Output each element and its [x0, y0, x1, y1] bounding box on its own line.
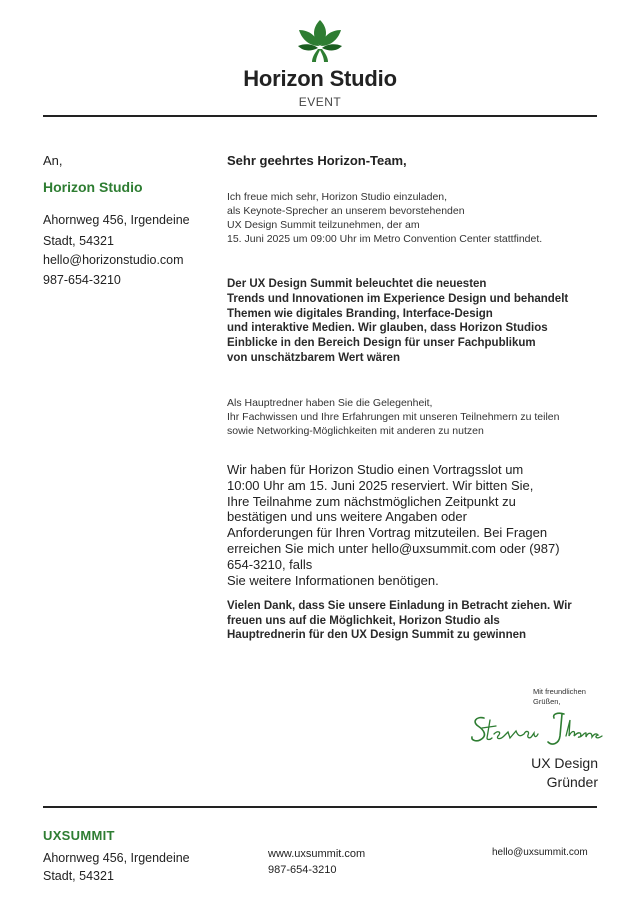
letter-paragraph: Ich freue mich sehr, Horizon Studio einzuladen, als Keynote-Sprecher an unserem bevorstehenden UX Design Summit teilzunehmen, der am 15. Juni 2025 um 09:00 Uhr im Metro Convention Center stattfindet. — [227, 191, 543, 245]
recipient-email: hello@horizonstudio.com — [43, 253, 184, 267]
letter-closing: Mit freundlichen Grüßen, — [533, 687, 586, 706]
header-divider — [43, 115, 597, 117]
signature-role: Gründer — [546, 774, 598, 790]
footer-address: Ahornweg 456, Irgendeine Stadt, 54321 — [43, 851, 190, 883]
letter-paragraph: Der UX Design Summit beleuchtet die neuesten Trends und Innovationen im Experience Design und behandelt Themen wie digitales Branding, Interface-Design und interaktive Medien. Wir glauben, dass Horizon Studios Einblicke in den Bereich Design für unser Fachpublikum von unschätzbarem Wert wären — [227, 278, 569, 364]
footer-company-name: UXSUMMIT — [43, 828, 115, 843]
footer-divider — [43, 806, 597, 808]
leaf-logo-icon — [296, 18, 344, 64]
letter-paragraph: Als Hauptredner haben Sie die Gelegenheit, Ihr Fachwissen und Ihre Erfahrungen mit unseren Teilnehmern zu teilen sowie Networking-Möglichkeiten mit anderen zu nutzen — [227, 397, 560, 437]
recipient-address: Ahornweg 456, Irgendeine Stadt, 54321 — [43, 213, 190, 248]
brand-title: Horizon Studio — [243, 66, 397, 91]
brand-subtitle: EVENT — [298, 95, 342, 109]
letter-paragraph: Wir haben für Horizon Studio einen Vortragsslot um 10:00 Uhr am 15. Juni 2025 reserviert. Wir bitten Sie, Ihre Teilnahme zum nächstmöglichen Zeitpunkt zu bestätigen und uns weitere Angaben oder Anforderungen für Ihren Vortrag mitzuteilen. Bei Fragen erreichen Sie mich unter hello@uxsummit.com oder (987) 654-3210, falls Sie weitere Informationen benötigen. — [227, 462, 560, 588]
footer-email: hello@uxsummit.com — [492, 847, 588, 858]
recipient-phone: 987-654-3210 — [43, 273, 121, 287]
recipient-name: Horizon Studio — [43, 179, 143, 195]
recipient-to-label: An, — [43, 153, 63, 168]
handwritten-signature — [468, 706, 608, 748]
letter-paragraph: Vielen Dank, dass Sie unsere Einladung in Betracht ziehen. Wir freuen uns auf die Möglichkeit, Horizon Studio als Hauptrednerin für den UX Design Summit zu gewinnen — [227, 600, 572, 642]
letter-salutation: Sehr geehrtes Horizon-Team, — [227, 153, 407, 168]
footer-website: www.uxsummit.com — [268, 848, 366, 860]
signature-company: UX Design — [531, 755, 598, 771]
footer-phone: 987-654-3210 — [268, 864, 337, 876]
